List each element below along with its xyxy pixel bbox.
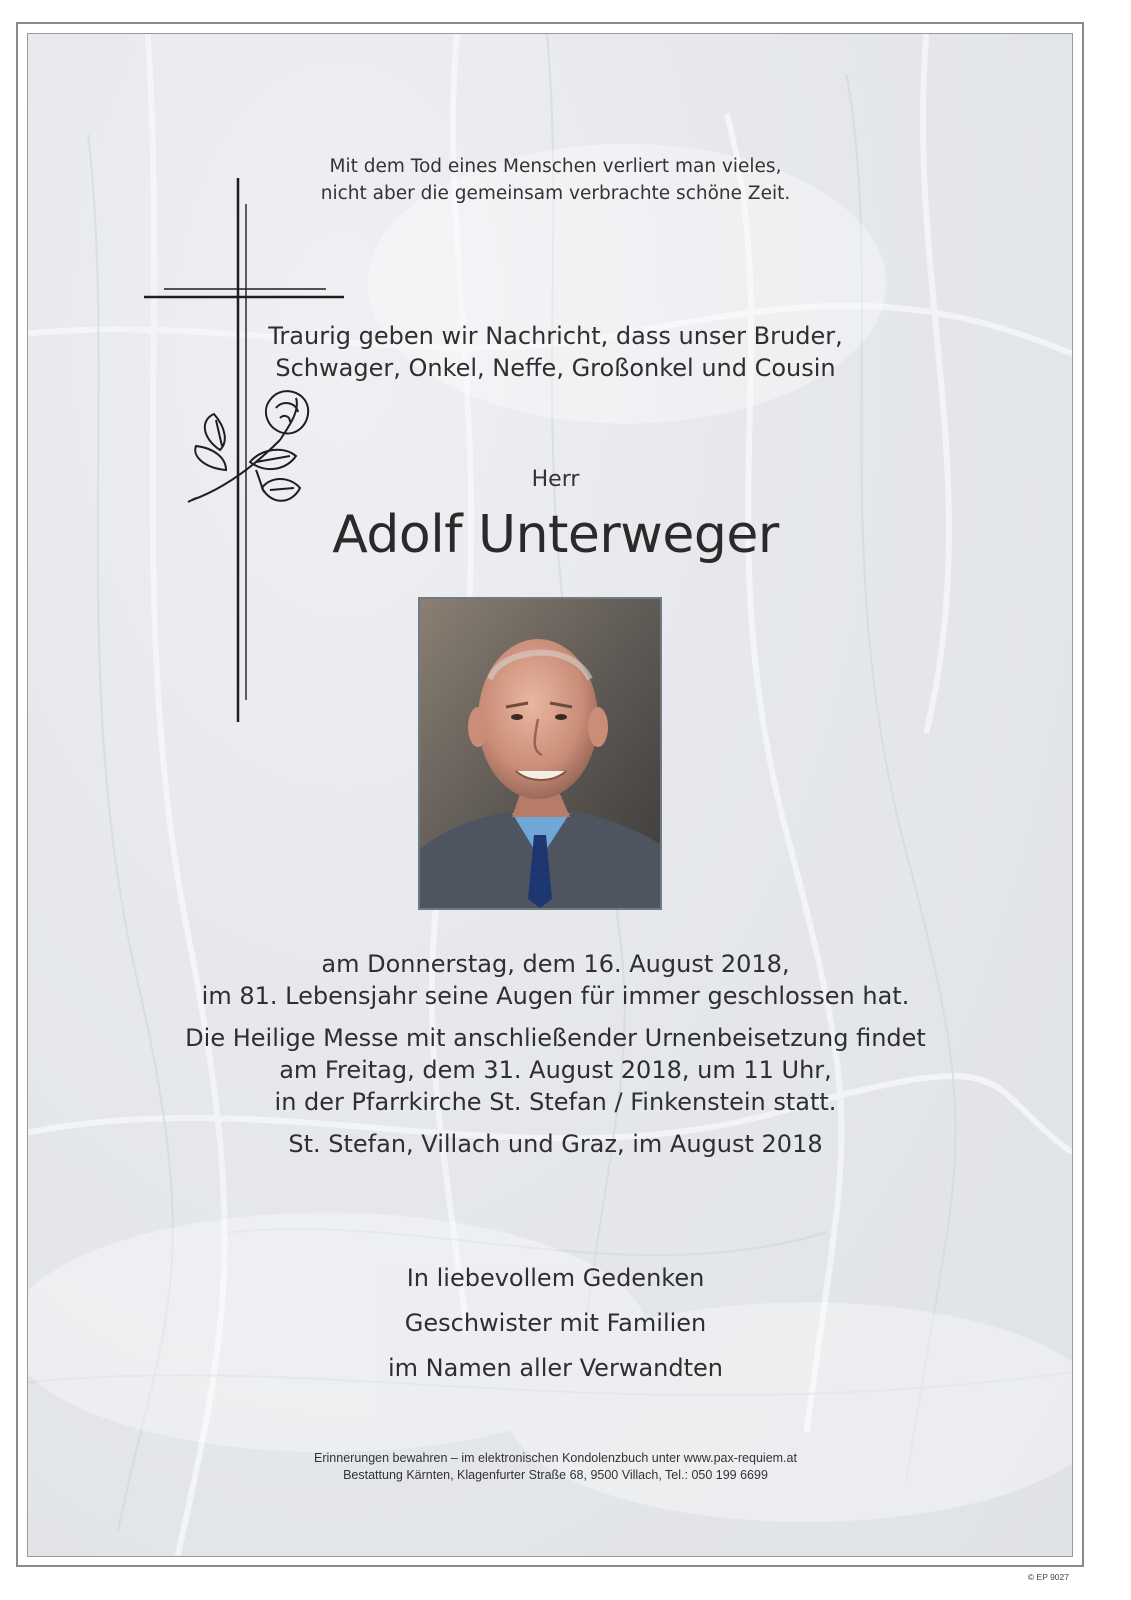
announcement	[0, 320, 1121, 384]
funeral-mass-info	[0, 1022, 1121, 1118]
motto	[0, 153, 1121, 207]
mourners-line-2: Geschwister mit Familien	[404, 1309, 707, 1337]
footer-line-1: Erinnerungen bewahren – im elektronischen Kondolenzbuch unter www.pax-requiem.at	[314, 1451, 797, 1465]
mass-line-2: am Freitag, dem 31. August 2018, um 11 Uhr,	[279, 1056, 832, 1084]
announcement-line-2: Schwager, Onkel, Neffe, Großonkel und Cousin	[275, 354, 836, 382]
product-code: © EP 9027	[1027, 1572, 1069, 1582]
cross-icon	[144, 178, 344, 722]
mourners	[0, 1256, 1121, 1391]
announcement-line-1: Traurig geben wir Nachricht, dass unser Bruder,	[268, 322, 843, 350]
place-and-date: St. Stefan, Villach und Graz, im August 2018	[288, 1130, 823, 1158]
mourners-line-1: In liebevollem Gedenken	[406, 1264, 705, 1292]
footer-line-2: Bestattung Kärnten, Klagenfurter Straße 68, 9500 Villach, Tel.: 050 199 6699	[343, 1468, 768, 1482]
mourners-line-3: im Namen aller Verwandten	[388, 1354, 723, 1382]
mass-line-3: in der Pfarrkirche St. Stefan / Finkenstein statt.	[274, 1088, 837, 1116]
cross-with-rose	[130, 170, 370, 730]
portrait-photo	[418, 597, 662, 910]
footer	[0, 1450, 1121, 1484]
motto-line-2: nicht aber die gemeinsam verbrachte schöne Zeit.	[320, 183, 791, 204]
death-notice	[0, 948, 1121, 1012]
death-line-1: am Donnerstag, dem 16. August 2018,	[321, 950, 790, 978]
mass-line-1: Die Heilige Messe mit anschließender Urnenbeisetzung findet	[185, 1024, 926, 1052]
deceased-name: Adolf Unterweger	[332, 505, 779, 565]
salutation: Herr	[531, 467, 580, 492]
portrait-illustration	[420, 599, 660, 908]
death-line-2: im 81. Lebensjahr seine Augen für immer geschlossen hat.	[201, 982, 910, 1010]
motto-line-1: Mit dem Tod eines Menschen verliert man vieles,	[329, 156, 782, 177]
